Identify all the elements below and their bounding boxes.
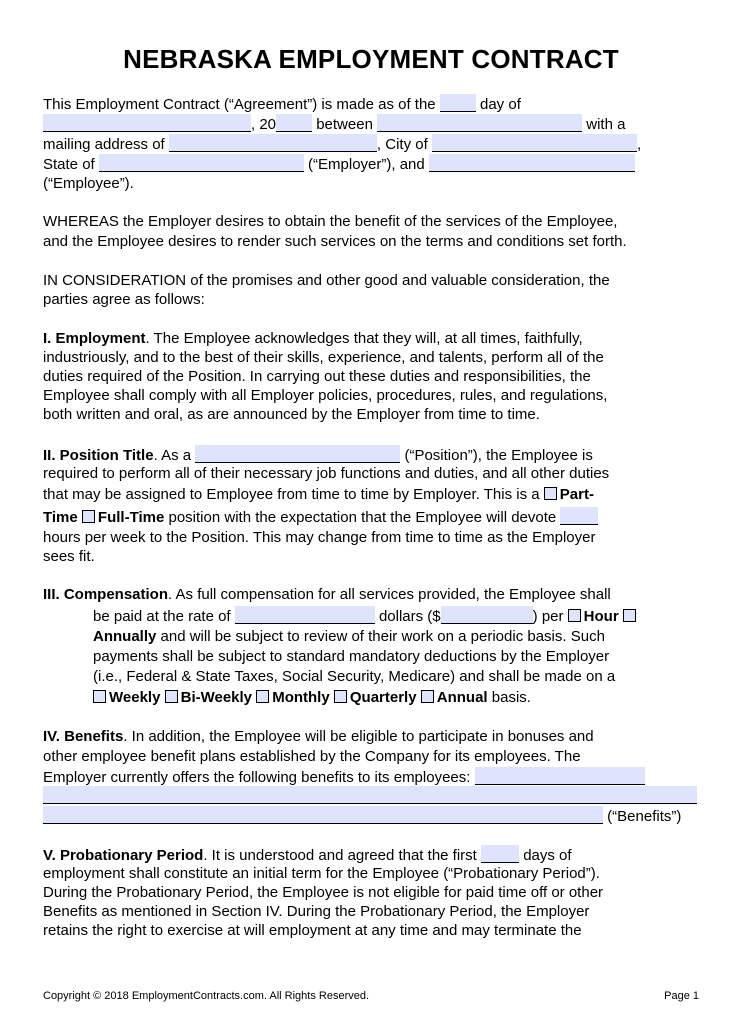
position-title-field[interactable] <box>195 445 400 463</box>
employer-name-field[interactable] <box>377 114 582 132</box>
rate-amount-field[interactable] <box>441 606 533 624</box>
employment-heading: I. Employment <box>43 330 146 347</box>
hours-per-week-field[interactable] <box>560 507 598 525</box>
quarterly-checkbox[interactable] <box>334 690 347 703</box>
benefits-field-2[interactable] <box>43 786 697 804</box>
benefits-line-3: Employer currently offers the following benefits to its employees: <box>43 767 645 788</box>
intro-line-5: (“Employee”). <box>43 175 134 192</box>
compensation-line-4: payments shall be subject to standard mandatory deductions by the Employer <box>93 648 610 665</box>
benefits-field-3[interactable] <box>43 806 603 824</box>
benefits-line-2: other employee benefit plans established by the Company for its employees. The <box>43 748 581 765</box>
position-line-5: hours per week to the Position. This may change from time to time as the Employer <box>43 529 596 546</box>
probation-line-2: employment shall constitute an initial term for the Employee (“Probationary Period”). <box>43 865 600 882</box>
hour-checkbox[interactable] <box>568 609 581 622</box>
position-line-4: Time Full-Time position with the expectation that the Employee will devote <box>43 507 598 528</box>
employment-line-3: duties required of the Position. In carrying out these duties and responsibilities, the <box>43 368 591 385</box>
position-line-3: that may be assigned to Employee from time to time by Employer. This is a Part- <box>43 486 594 503</box>
compensation-line-1: III. Compensation. As full compensation for all services provided, the Employee shall <box>43 586 611 603</box>
compensation-line-3: Annually and will be subject to review of their work on a periodic basis. Such <box>93 628 605 645</box>
employment-line-1: I. Employment. The Employee acknowledges that they will, at all times, faithfully, <box>43 330 583 347</box>
probation-line-5: retains the right to exercise at will employment at any time and may terminate the <box>43 922 582 939</box>
position-line-6: sees fit. <box>43 548 95 565</box>
compensation-line-2: be paid at the rate of dollars ($ ) per Hour <box>93 606 639 627</box>
state-field[interactable] <box>99 154 304 172</box>
document-title: NEBRASKA EMPLOYMENT CONTRACT <box>123 44 619 74</box>
intro-line-3: mailing address of , City of , <box>43 136 642 153</box>
whereas-line-1: WHEREAS the Employer desires to obtain the benefit of the services of the Employee, <box>43 213 618 230</box>
annually-checkbox[interactable] <box>623 609 636 622</box>
mailing-address-field[interactable] <box>169 134 377 152</box>
employee-name-field[interactable] <box>429 154 635 172</box>
intro-line-1: This Employment Contract (“Agreement”) is made as of the day of <box>43 96 521 113</box>
consideration-line-2: parties agree as follows: <box>43 291 205 308</box>
compensation-line-6: Weekly Bi-Weekly Monthly Quarterly Annual basis. <box>93 688 531 708</box>
employment-line-5: both written and oral, as are announced by the Employer from time to time. <box>43 406 540 423</box>
probation-line-3: During the Probationary Period, the Employee is not eligible for paid time off or other <box>43 884 604 901</box>
part-time-checkbox[interactable] <box>544 487 557 500</box>
benefits-line-1: IV. Benefits. In addition, the Employee will be eligible to participate in bonuses and <box>43 728 594 745</box>
month-field[interactable] <box>43 114 251 132</box>
year-field[interactable] <box>276 114 312 132</box>
biweekly-checkbox[interactable] <box>165 690 178 703</box>
employment-line-2: industriously, and to the best of their skills, experience, and talents, perform all of the <box>43 349 604 366</box>
employment-line-4: Employee shall comply with all Employer policies, procedures, rules, and regulations, <box>43 387 608 404</box>
probation-line-1: V. Probationary Period. It is understood and agreed that the first days of <box>43 847 572 864</box>
benefits-line-5: (“Benefits”) <box>43 806 681 827</box>
probation-heading: V. Probationary Period <box>43 847 204 864</box>
compensation-line-5: (i.e., Federal & State Taxes, Social Security, Medicare) and shall be made on a <box>93 668 616 685</box>
probation-days-field[interactable] <box>481 845 519 863</box>
footer-copyright: Copyright © 2018 EmploymentContracts.com. All Rights Reserved. <box>43 990 370 1002</box>
consideration-line-1: IN CONSIDERATION of the promises and other good and valuable consideration, the <box>43 272 610 289</box>
city-field[interactable] <box>432 134 637 152</box>
probation-line-4: Benefits as mentioned in Section IV. During the Probationary Period, the Employer <box>43 903 590 920</box>
intro-line-2: , 20 between with a <box>43 114 625 135</box>
position-heading: II. Position Title <box>43 447 154 464</box>
compensation-heading: III. Compensation <box>43 586 169 603</box>
weekly-checkbox[interactable] <box>93 690 106 703</box>
position-line-1: II. Position Title. As a (“Position”), the Employee is <box>43 447 593 464</box>
rate-words-field[interactable] <box>235 606 375 624</box>
benefits-heading: IV. Benefits <box>43 728 124 745</box>
monthly-checkbox[interactable] <box>256 690 269 703</box>
benefits-field-1[interactable] <box>475 767 645 785</box>
benefits-line-4 <box>43 786 697 807</box>
day-field[interactable] <box>440 94 476 112</box>
full-time-checkbox[interactable] <box>82 510 95 523</box>
footer-page-number: Page 1 <box>664 990 699 1002</box>
intro-line-4: State of (“Employer”), and <box>43 154 635 175</box>
position-line-2: required to perform all of their necessary job functions and duties, and all other duties <box>43 465 610 482</box>
whereas-line-2: and the Employee desires to render such services on the terms and conditions set forth. <box>43 233 627 250</box>
annual-checkbox[interactable] <box>421 690 434 703</box>
